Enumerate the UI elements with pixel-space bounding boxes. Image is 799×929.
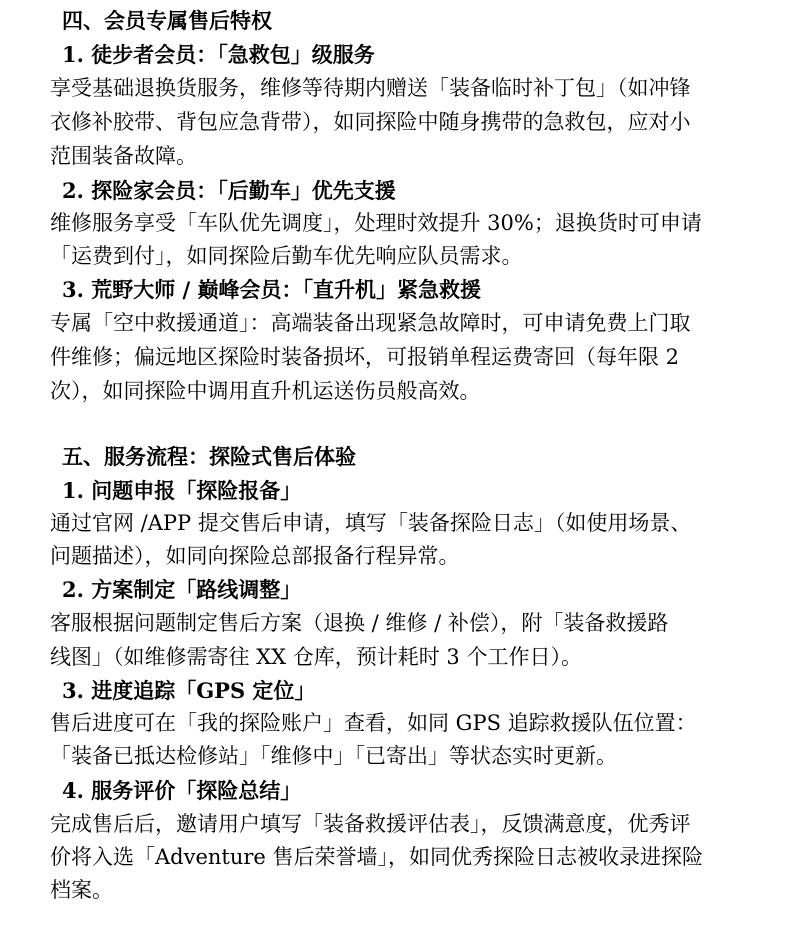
step1-heading: 1. 问题申报「探险报备」 bbox=[62, 478, 302, 503]
step4-line-2: 价将入选「Adventure 售后荣誉墙」，如同优秀探险日志被收录进探险 bbox=[50, 845, 704, 869]
step3-line-1: 售后进度可在「我的探险账户」查看，如同 GPS 追踪救援队伍位置： bbox=[50, 711, 697, 735]
tier2-heading: 2. 探险家会员：「后勤车」优先支援 bbox=[62, 178, 396, 203]
step3-heading: 3. 进度追踪「GPS 定位」 bbox=[62, 678, 316, 703]
tier3-line-2: 件维修；偏远地区探险时装备损坏，可报销单程运费寄回（每年限 2 bbox=[50, 345, 680, 369]
tier1-line-1: 享受基础退换货服务，维修等待期内赠送「装备临时补丁包」（如冲锋 bbox=[50, 76, 691, 100]
step1-line-2: 问题描述），如同向探险总部报备行程异常。 bbox=[50, 544, 460, 568]
step1-line-1: 通过官网 /APP 提交售后申请，填写「装备探险日志」（如使用场景、 bbox=[50, 511, 692, 535]
step4-line-1: 完成售后后，邀请用户填写「装备救援评估表」，反馈满意度，优秀评 bbox=[50, 812, 691, 836]
tier3-line-1: 专属「空中救援通道」：高端装备出现紧急故障时，可申请免费上门取 bbox=[50, 311, 691, 335]
tier3-heading: 3. 荒野大师 / 巅峰会员：「直升机」紧急救援 bbox=[62, 277, 482, 302]
tier1-heading: 1. 徒步者会员：「急救包」级服务 bbox=[62, 42, 375, 67]
section4-title: 四、会员专属售后特权 bbox=[62, 8, 272, 33]
step4-line-3: 档案。 bbox=[50, 878, 113, 902]
tier3-line-3: 次），如同探险中调用直升机运送伤员般高效。 bbox=[50, 379, 481, 403]
tier2-line-1: 维修服务享受「车队优先调度」，处理时效提升 30%；退换货时可申请 bbox=[50, 211, 702, 235]
step2-heading: 2. 方案制定「路线调整」 bbox=[62, 577, 302, 602]
section5-title: 五、服务流程：探险式售后体验 bbox=[62, 444, 356, 469]
step4-heading: 4. 服务评价「探险总结」 bbox=[62, 778, 302, 803]
step2-line-1: 客服根据问题制定售后方案（退换 / 维修 / 补偿），附「装备救援路 bbox=[50, 611, 669, 635]
tier2-line-2: 「运费到付」，如同探险后勤车优先响应队员需求。 bbox=[50, 244, 523, 268]
tier1-line-2: 衣修补胶带、背包应急背带），如同探险中随身携带的急救包，应对小 bbox=[50, 110, 691, 134]
step3-line-2: 「装备已抵达检修站」「维修中」「已寄出」等状态实时更新。 bbox=[50, 744, 617, 768]
step2-line-2: 线图」（如维修需寄往 XX 仓库，预计耗时 3 个工作日）。 bbox=[50, 645, 582, 669]
tier1-line-3: 范围装备故障。 bbox=[50, 144, 197, 168]
